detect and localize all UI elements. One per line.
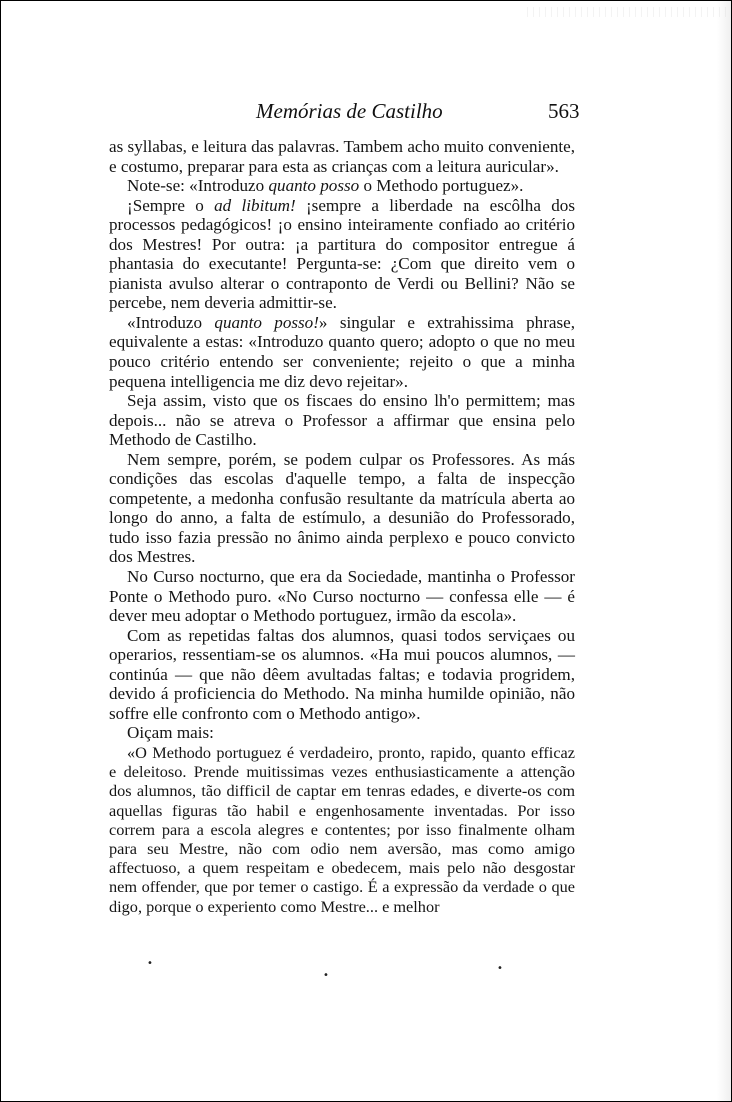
p3-b: ¡sempre a liberdade na escôlha dos processos pedagógicos! ¡o ensino inteiramente confiado ao critério dos Mestres! Por outra: ¡a partitura do compositor entregue á phantasia do executante! Pergunta-se: ¿Com que direito vem o pianista avulso alterar o contraponto de Verdi ou Bellini? Não se percebe, nem deveria admittir-se. [109, 195, 575, 313]
p2-b: o Methodo portuguez». [359, 176, 524, 196]
paragraph-5: Seja assim, visto que os fiscaes do ensino lh'o permittem; mas depois... não se atreva o Professor a affirmar que ensina pelo Methodo de Castilho. [109, 391, 575, 450]
paragraph-1: as syllabas, e leitura das palavras. Tambem acho muito conveniente, e costumo, preparar para esta as crianças com a leitura auricular». [109, 137, 575, 176]
p4-a: «Introduzo [127, 312, 215, 332]
paragraph-8: Com as repetidas faltas dos alumnos, quasi todos serviçaes ou operarios, ressentiam-se os alumnos. «Ha mui poucos alumnos, — continúa — que não dêem avultadas faltas; e todavia progridem, devido á proficiencia do Methodo. Na minha humilde opinião, não soffre elle confronto com o Methodo antigo». [109, 625, 575, 723]
stray-mark-center: • [323, 970, 329, 981]
p2-a: Note-se: «Introduzo [127, 176, 269, 196]
paragraph-9: Oiçam mais: [127, 723, 214, 743]
body-text [109, 137, 575, 916]
paragraph-2 [109, 176, 575, 196]
stray-mark-left: • [147, 958, 153, 969]
page-edge-shadow [717, 1, 731, 1101]
p3-a: ¡Sempre o [127, 195, 215, 215]
paragraph-6: Nem sempre, porém, se podem culpar os Professores. As más condições das escolas d'aquelle tempo, a falta de inspecção competente, a medonha confusão resultante da matrícula aberta ao longo do anno, a falta de estímulo, a desunião do Professorado, tudo isso fazia pressão no ânimo ainda perplexo e pouco convicto dos Mestres. [109, 449, 575, 567]
page-header [1, 99, 731, 129]
page-number: 563 [548, 99, 580, 123]
running-title: Memórias de Castilho [256, 99, 443, 123]
p3-italic: ad libitum! [214, 195, 296, 215]
paragraph-3 [109, 196, 575, 313]
p2-italic: quanto posso [268, 176, 360, 196]
p4-b: » singular e extrahissima phrase, equivalente a estas: «Introduzo quanto quero; adopto o que no meu pouco critério entendo ser conveniente; rejeito o que a minha pequena intelligencia me diz devo rejeitar». [109, 312, 575, 391]
scan-noise [527, 7, 727, 17]
paragraph-10: «O Methodo portuguez é verdadeiro, pronto, rapido, quanto efficaz e deleitoso. Prende muitissimas vezes enthusiasticamente a attenção dos alumnos, tão difficil de captar em tenras edades, e diverte-os com aquellas figuras tão habil e engenhosamente inventadas. Por isso correm para a escola alegres e contentes; por isso finalmente olham para seu Mestre, não com odio nem aversão, mas como amigo affectuoso, a quem respeitam e obedecem, mais pelo não desgostar nem offender, que por temer o castigo. É a expressão da verdade o que digo, porque o experiento como Mestre... e melhor [109, 742, 575, 916]
p4-italic: quanto posso! [214, 312, 319, 332]
paragraph-7: No Curso nocturno, que era da Sociedade, mantinha o Professor Ponte o Methodo puro. «No Curso nocturno — confessa elle — é dever meu adoptar o Methodo portuguez, irmão da escola». [109, 567, 575, 626]
paragraph-4 [109, 313, 575, 391]
stray-mark-right: • [497, 963, 503, 974]
